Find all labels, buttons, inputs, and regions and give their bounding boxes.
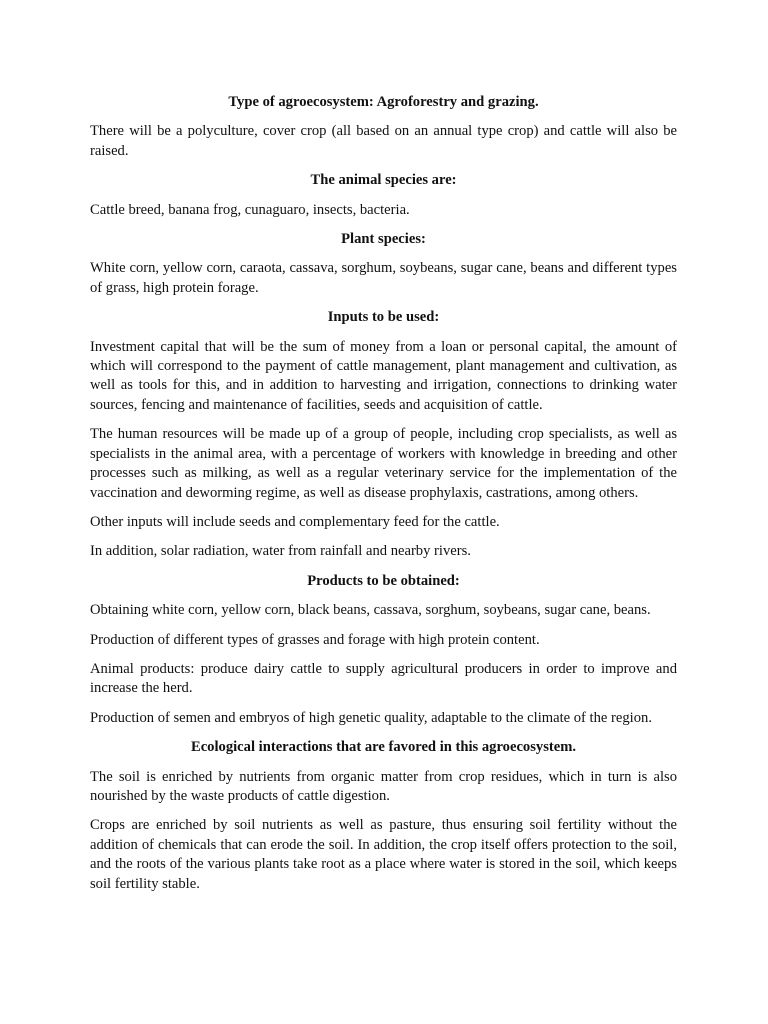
para-soil-enrichment: The soil is enriched by nutrients from organic matter from crop residues, which in turn is also nourished by the waste products of cattle digestion. — [90, 768, 677, 804]
para-semen-embryos: Production of semen and embryos of high genetic quality, adaptable to the climate of the region. — [90, 709, 652, 726]
para-natural-inputs: In addition, solar radiation, water from rainfall and nearby rivers. — [90, 543, 471, 560]
document-page — [90, 93, 677, 904]
heading-plant-species: Plant species: — [341, 231, 426, 248]
para-crop-products: Obtaining white corn, yellow corn, black beans, cassava, sorghum, soybeans, sugar cane, beans. — [90, 602, 651, 619]
para-human-resources: The human resources will be made up of a group of people, including crop specialists, as well as specialists in the animal area, with a percentage of workers with knowledge in breeding and other processes such as milking, as well as a regular veterinary service for the implementation of the vaccination and deworming regime, as well as disease prophylaxis, castrations, among others. — [90, 426, 677, 501]
heading-ecological-interactions: Ecological interactions that are favored in this agroecosystem. — [190, 739, 577, 756]
para-investment-capital: Investment capital that will be the sum of money from a loan or personal capital, the amount of which will correspond to the payment of cattle management, plant management and cultivation, as well as tools for this, and in addition to harvesting and irrigation, connections to drinking water sources, fencing and maintenance of facilities, seeds and acquisition of cattle. — [90, 338, 677, 413]
para-crop-enrichment: Crops are enriched by soil nutrients as well as pasture, thus ensuring soil fertility without the addition of chemicals that can erode the soil. In addition, the crop itself offers protection to the soil, and the roots of the various plants take root as a place where water is stored in the soil, which keeps soil fertility stable. — [90, 817, 677, 892]
para-grass-production: Production of different types of grasses and forage with high protein content. — [90, 631, 540, 648]
para-plant-species: White corn, yellow corn, caraota, cassava, sorghum, soybeans, sugar cane, beans and different types of grass, high protein forage. — [90, 260, 677, 296]
para-other-inputs: Other inputs will include seeds and complementary feed for the cattle. — [90, 513, 500, 530]
heading-animal-species: The animal species are: — [310, 172, 457, 189]
heading-products: Products to be obtained: — [307, 572, 460, 589]
para-animal-species: Cattle breed, banana frog, cunaguaro, insects, bacteria. — [90, 201, 410, 218]
heading-inputs: Inputs to be used: — [327, 309, 440, 326]
para-animal-products: Animal products: produce dairy cattle to supply agricultural producers in order to improve and increase the herd. — [90, 660, 677, 697]
heading-agroecosystem-type: Type of agroecosystem: Agroforestry and grazing. — [228, 94, 539, 110]
para-polyculture: There will be a polyculture, cover crop (all based on an annual type crop) and cattle will also be raised. — [90, 123, 677, 159]
